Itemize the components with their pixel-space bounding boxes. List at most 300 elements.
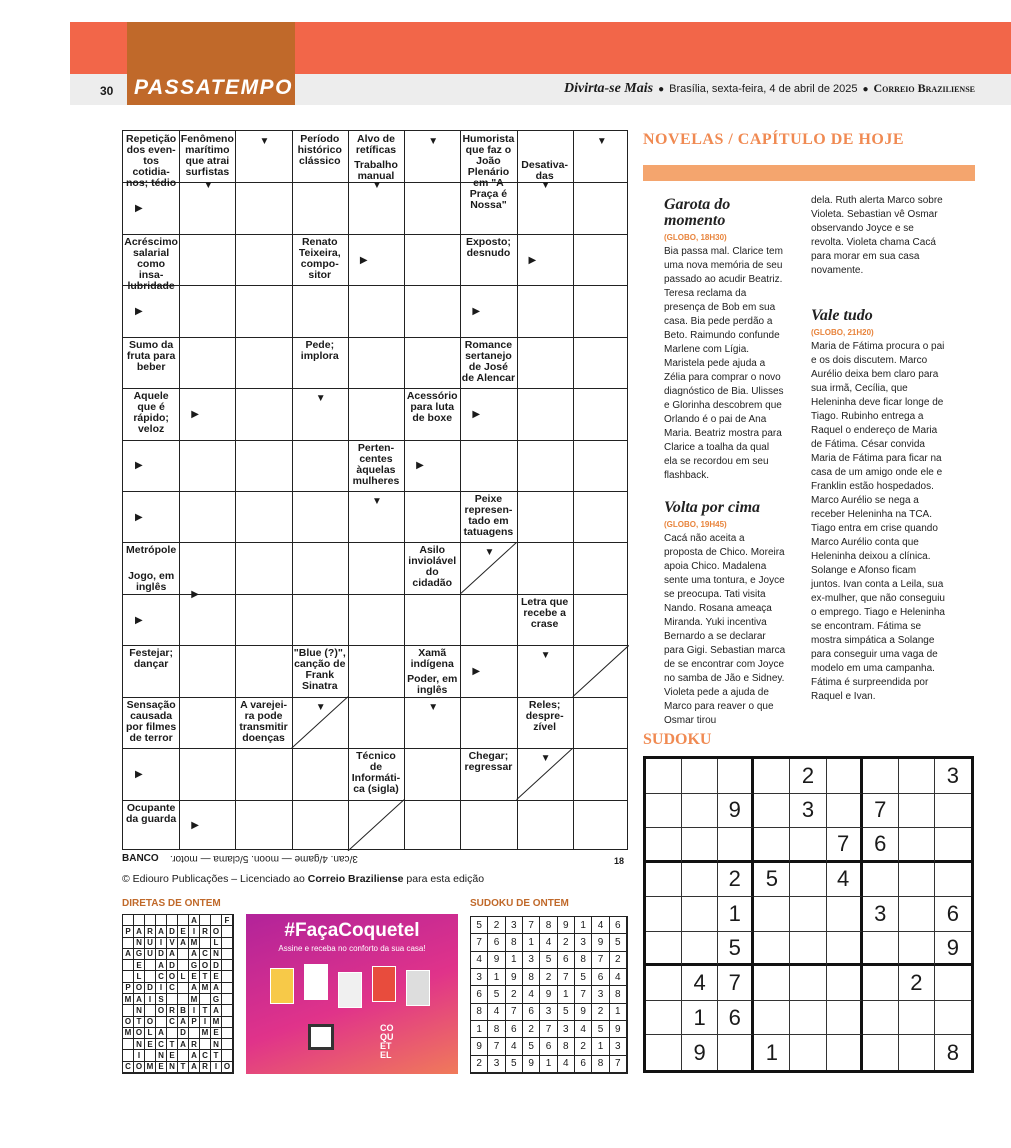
- sudoku-cell[interactable]: [718, 759, 754, 794]
- diretas-cell: [156, 915, 167, 926]
- sudoku-ontem-cell: 6: [506, 1021, 523, 1038]
- sudoku-cell[interactable]: [682, 759, 718, 794]
- diretas-cell: [178, 949, 189, 960]
- arrow-right-icon: ▶: [135, 306, 143, 317]
- credit-line: [122, 873, 484, 885]
- sudoku-cell[interactable]: 4: [682, 966, 718, 1001]
- sudoku-cell[interactable]: [827, 966, 863, 1001]
- sudoku-cell[interactable]: 5: [754, 863, 790, 898]
- sudoku-cell[interactable]: [646, 759, 682, 794]
- credit-paper: Correio Braziliense: [307, 873, 404, 885]
- diretas-cell: [178, 960, 189, 971]
- sudoku-ontem-cell: 6: [523, 1004, 540, 1021]
- diretas-cell: G: [189, 960, 200, 971]
- diretas-cell: A: [189, 949, 200, 960]
- diretas-cell: [145, 915, 156, 926]
- diretas-cell: [178, 994, 189, 1005]
- diretas-cell: A: [156, 1028, 167, 1039]
- novela-channel: (GLOBO, 18H30): [664, 233, 727, 242]
- sudoku-ontem-grid: [470, 916, 628, 1074]
- crossword-clue: Xamã indígena: [410, 647, 454, 671]
- diretas-cell: O: [211, 926, 222, 937]
- diretas-cell: [123, 1039, 134, 1050]
- diretas-cell: C: [156, 1039, 167, 1050]
- diretas-cell: A: [167, 949, 178, 960]
- diagonal-line: [292, 697, 348, 748]
- crossword-clue: Poder, em inglês: [407, 673, 458, 696]
- crossword-grid: [122, 130, 628, 850]
- sudoku-cell[interactable]: [863, 1035, 899, 1070]
- arrow-right-icon: ▶: [416, 460, 424, 472]
- diretas-cell: A: [189, 1050, 200, 1061]
- arrow-right-icon: ▶: [191, 820, 199, 832]
- diretas-cell: P: [123, 983, 134, 994]
- sudoku-cell[interactable]: [790, 932, 826, 967]
- sudoku-cell[interactable]: 3: [863, 897, 899, 932]
- arrow-right-icon: ▶: [472, 408, 481, 420]
- crossword-clue: Perten-centes àquelas mulheres: [352, 441, 400, 487]
- diretas-cell: [222, 983, 233, 994]
- bullet-icon: ●: [862, 84, 869, 95]
- sudoku-cell[interactable]: 3: [935, 759, 971, 794]
- diretas-cell: N: [211, 1039, 222, 1050]
- diretas-cell: [167, 994, 178, 1005]
- diagonal-line: [517, 748, 573, 799]
- diretas-cell: A: [211, 1005, 222, 1016]
- arrow-down-icon: ▼: [428, 136, 439, 147]
- sudoku-cell[interactable]: [827, 897, 863, 932]
- sudoku-cell[interactable]: [827, 1001, 863, 1036]
- sudoku-ontem-cell: 1: [506, 952, 523, 969]
- diretas-cell: [167, 915, 178, 926]
- diretas-cell: E: [134, 960, 145, 971]
- diretas-cell: D: [145, 983, 156, 994]
- sudoku-cell[interactable]: [682, 863, 718, 898]
- diretas-cell: O: [145, 1017, 156, 1028]
- sudoku-ontem-cell: 2: [471, 1056, 488, 1073]
- diretas-cell: B: [178, 1005, 189, 1016]
- diretas-cell: E: [211, 1028, 222, 1039]
- crossword-clue: Fenômeno marítimo que atrai surfistas: [180, 133, 234, 178]
- sudoku-ontem-cell: 4: [523, 986, 540, 1003]
- banco-text: 3/can. 4/game — moon. 5/clama — motor.: [170, 853, 358, 864]
- diretas-cell: [200, 915, 211, 926]
- diretas-cell: M: [200, 1028, 211, 1039]
- diretas-cell: [167, 1028, 178, 1039]
- sudoku-ontem-cell: 9: [471, 1038, 488, 1055]
- crossword-clue: Pede; implora: [300, 338, 339, 362]
- diretas-cell: I: [145, 994, 156, 1005]
- sudoku-cell[interactable]: 1: [682, 1001, 718, 1036]
- sudoku-cell[interactable]: [863, 932, 899, 967]
- diretas-cell: [222, 1050, 233, 1061]
- diretas-title: DIRETAS DE ONTEM: [122, 898, 221, 909]
- sudoku-cell[interactable]: [827, 759, 863, 794]
- diretas-cell: G: [134, 949, 145, 960]
- novelas-bar: [643, 165, 975, 181]
- diretas-cell: N: [156, 1050, 167, 1061]
- diretas-cell: A: [189, 1062, 200, 1073]
- sudoku-ontem-cell: 1: [540, 1056, 557, 1073]
- arrow-right-icon: ▶: [135, 768, 143, 780]
- diretas-cell: R: [200, 1062, 211, 1073]
- sudoku-ontem-cell: 6: [540, 1038, 557, 1055]
- sudoku-cell[interactable]: [827, 932, 863, 967]
- crossword-clue: Sensação causada por filmes de terror: [126, 698, 177, 744]
- sudoku-cell[interactable]: 2: [899, 966, 935, 1001]
- crossword-clue: Romance sertanejo de José de Alencar: [461, 338, 516, 384]
- novela-vale: [811, 308, 947, 704]
- diretas-cell: E: [178, 926, 189, 937]
- sudoku-cell[interactable]: [935, 966, 971, 1001]
- sudoku-ontem-cell: 6: [558, 952, 575, 969]
- diretas-cell: [123, 915, 134, 926]
- sudoku-cell[interactable]: 7: [827, 828, 863, 863]
- ad-subtitle: Assine e receba no conforto da sua casa!: [278, 944, 426, 953]
- diretas-cell: E: [167, 1050, 178, 1061]
- diretas-cell: [178, 915, 189, 926]
- sudoku-cell[interactable]: [935, 1001, 971, 1036]
- diretas-cell: C: [200, 1050, 211, 1061]
- sudoku-cell[interactable]: [754, 966, 790, 1001]
- sudoku-ontem-cell: 8: [540, 917, 557, 934]
- crossword-clue: Asilo inviolável do cidadão: [408, 544, 457, 590]
- sudoku-cell[interactable]: [754, 932, 790, 967]
- diretas-cell: O: [156, 1005, 167, 1016]
- sudoku-cell[interactable]: 1: [754, 1035, 790, 1070]
- sudoku-ontem-cell: 3: [506, 917, 523, 934]
- sudoku-ontem-cell: 7: [488, 1038, 505, 1055]
- diretas-cell: [123, 938, 134, 949]
- diretas-cell: A: [156, 926, 167, 937]
- crossword-clue: Letra que recebe a crase: [521, 595, 569, 630]
- sudoku-cell[interactable]: [646, 1035, 682, 1070]
- sudoku-cell[interactable]: 6: [718, 1001, 754, 1036]
- diretas-cell: N: [134, 1005, 145, 1016]
- sudoku-ontem-cell: 2: [488, 917, 505, 934]
- sudoku-ontem-cell: 4: [610, 969, 627, 986]
- arrow-down-icon: ▼: [540, 753, 551, 765]
- sudoku-ontem-cell: 3: [575, 934, 592, 951]
- crossword-clue: Festejar; dançar: [129, 647, 173, 671]
- sudoku-cell[interactable]: 1: [718, 897, 754, 932]
- crossword-clue: Exposto; desnudo: [465, 235, 511, 259]
- diretas-cell: T: [167, 1039, 178, 1050]
- diretas-cell: T: [134, 1017, 145, 1028]
- diretas-cell: [222, 971, 233, 982]
- sudoku-ontem-cell: 9: [592, 934, 609, 951]
- crossword-clue: Peixe represen-tado em tatuagens: [463, 493, 514, 538]
- sudoku-cell[interactable]: 7: [863, 794, 899, 829]
- arrow-right-icon: ▶: [135, 203, 143, 215]
- sudoku-cell[interactable]: 4: [827, 863, 863, 898]
- diretas-cell: C: [200, 949, 211, 960]
- sudoku-cell[interactable]: [790, 1035, 826, 1070]
- sudoku-cell[interactable]: [827, 794, 863, 829]
- book-icon: [406, 970, 430, 1006]
- bullet-icon: ●: [658, 84, 665, 95]
- diretas-cell: O: [200, 960, 211, 971]
- paper-name: Correio Braziliense: [873, 81, 975, 95]
- sudoku-cell[interactable]: 6: [863, 828, 899, 863]
- sudoku-ontem-cell: 7: [592, 952, 609, 969]
- sudoku-cell[interactable]: [646, 932, 682, 967]
- novela-text: dela. Ruth alerta Marco sobre Violeta. Sebastian vê Osmar observando Joyce e se revolta. Violeta chama Cacá para morar em sua casa novamente.: [811, 195, 943, 276]
- arrow-down-icon: ▼: [428, 701, 439, 713]
- diretas-cell: T: [211, 1050, 222, 1061]
- sudoku-cell[interactable]: [899, 1001, 935, 1036]
- diretas-cell: C: [167, 1017, 178, 1028]
- sudoku-ontem-cell: 6: [592, 969, 609, 986]
- sudoku-ontem-cell: 5: [471, 917, 488, 934]
- diretas-cell: [178, 983, 189, 994]
- sudoku-cell[interactable]: 8: [946, 1039, 960, 1065]
- sudoku-ontem-cell: 2: [506, 986, 523, 1003]
- sudoku-ontem-cell: 2: [540, 969, 557, 986]
- sudoku-ontem-cell: 1: [523, 934, 540, 951]
- sudoku-cell[interactable]: [899, 897, 935, 932]
- diretas-cell: R: [145, 926, 156, 937]
- qr-code-icon[interactable]: [308, 1024, 334, 1050]
- sudoku-ontem-cell: 7: [558, 969, 575, 986]
- sudoku-cell[interactable]: [754, 828, 790, 863]
- sudoku-cell[interactable]: [682, 794, 718, 829]
- diretas-cell: N: [211, 949, 222, 960]
- sudoku-cell[interactable]: [718, 1035, 754, 1070]
- sudoku-ontem-cell: 6: [471, 986, 488, 1003]
- page-number: 30: [100, 84, 114, 98]
- sudoku-cell[interactable]: 5: [718, 932, 754, 967]
- sudoku-ontem-cell: 5: [610, 934, 627, 951]
- diretas-cell: [189, 1028, 200, 1039]
- sudoku-cell[interactable]: [646, 828, 682, 863]
- sudoku-ontem-cell: 5: [558, 1004, 575, 1021]
- sudoku-cell[interactable]: [899, 828, 935, 863]
- diretas-cell: [145, 971, 156, 982]
- sudoku-cell[interactable]: 2: [790, 759, 826, 794]
- sudoku-ontem-cell: 1: [575, 917, 592, 934]
- sudoku-ontem-cell: 8: [592, 1056, 609, 1073]
- ad-brand: COQUETEL: [380, 1023, 394, 1060]
- diretas-cell: M: [123, 994, 134, 1005]
- arrow-right-icon: ▶: [135, 614, 143, 626]
- sudoku-cell[interactable]: [827, 1035, 863, 1070]
- sudoku-ontem-cell: 9: [523, 1056, 540, 1073]
- diretas-cell: M: [211, 1017, 222, 1028]
- sudoku-cell[interactable]: [646, 863, 682, 898]
- sudoku-cell[interactable]: [718, 828, 754, 863]
- sudoku-cell[interactable]: [754, 897, 790, 932]
- crossword-clue: Aquele que é rápido; veloz: [133, 390, 169, 436]
- sudoku-cell[interactable]: [646, 897, 682, 932]
- sudoku-cell[interactable]: [646, 794, 682, 829]
- diretas-cell: A: [156, 960, 167, 971]
- sudoku-cell[interactable]: 7: [718, 966, 754, 1001]
- ad-title: #FaçaCoquetel: [284, 920, 420, 941]
- sudoku-cell[interactable]: [682, 897, 718, 932]
- sudoku-ontem-cell: 3: [592, 986, 609, 1003]
- diretas-cell: A: [178, 938, 189, 949]
- sudoku-cell[interactable]: [899, 759, 935, 794]
- sudoku-cell[interactable]: [646, 1001, 682, 1036]
- arrow-down-icon: ▼: [484, 547, 495, 559]
- sudoku-ontem-cell: 1: [592, 1038, 609, 1055]
- diretas-cell: [123, 1050, 134, 1061]
- diretas-cell: L: [178, 971, 189, 982]
- sudoku-cell[interactable]: 9: [935, 932, 971, 967]
- sudoku-ontem-cell: 8: [488, 1021, 505, 1038]
- sudoku-cell[interactable]: [899, 863, 935, 898]
- arrow-right-icon: ▶: [135, 511, 143, 523]
- crossword-clue: Alvo de retíficas: [355, 133, 397, 156]
- diretas-cell: A: [189, 915, 200, 926]
- sudoku-ontem-cell: 4: [506, 1038, 523, 1055]
- sudoku-cell[interactable]: [935, 828, 971, 863]
- sudoku-ontem-cell: 1: [610, 1004, 627, 1021]
- diretas-cell: [123, 960, 134, 971]
- novela-volta-continued: [811, 194, 947, 278]
- sudoku-ontem-cell: 7: [610, 1056, 627, 1073]
- sudoku-ontem-cell: 1: [558, 986, 575, 1003]
- sudoku-cell[interactable]: [646, 966, 682, 1001]
- crossword-clue: Humorista que faz o João Plenário em "A Praça é Nossa": [462, 133, 515, 211]
- arrow-right-icon: ▶: [472, 306, 481, 317]
- sudoku-cell[interactable]: [790, 863, 826, 898]
- sudoku-ontem-cell: 4: [488, 1004, 505, 1021]
- diretas-cell: C: [123, 1062, 134, 1073]
- sudoku-cell[interactable]: [682, 932, 718, 967]
- diretas-cell: N: [134, 938, 145, 949]
- diretas-cell: M: [145, 1062, 156, 1073]
- diretas-cell: O: [167, 971, 178, 982]
- diretas-cell: E: [211, 971, 222, 982]
- arrow-right-icon: ▶: [191, 588, 199, 600]
- sudoku-ontem-cell: 7: [523, 917, 540, 934]
- novela-volta: [664, 500, 786, 728]
- sudoku-cell[interactable]: [754, 759, 790, 794]
- diretas-cell: [222, 960, 233, 971]
- section-title: PASSATEMPO: [134, 76, 293, 99]
- novela-name: Garota do momento: [664, 196, 731, 229]
- sudoku-cell[interactable]: [863, 863, 899, 898]
- sudoku-title: SUDOKU: [643, 731, 712, 748]
- diretas-cell: T: [200, 971, 211, 982]
- sudoku-cell[interactable]: [863, 1001, 899, 1036]
- crossword-clue: Reles; despre-zível: [525, 698, 564, 733]
- diretas-cell: O: [222, 1062, 233, 1073]
- sudoku-ontem-cell: 8: [471, 1004, 488, 1021]
- sudoku-cell[interactable]: [790, 828, 826, 863]
- sudoku-cell[interactable]: [790, 897, 826, 932]
- book-icon: [338, 972, 362, 1008]
- sudoku-cell[interactable]: [899, 1035, 935, 1070]
- sudoku-cell[interactable]: [899, 932, 935, 967]
- diretas-cell: [145, 1005, 156, 1016]
- sudoku-ontem-cell: 2: [592, 1004, 609, 1021]
- novela-name: Vale tudo: [811, 307, 873, 324]
- sudoku-ontem-cell: 1: [471, 1021, 488, 1038]
- sudoku-cell[interactable]: 9: [718, 794, 754, 829]
- sudoku-cell[interactable]: [682, 828, 718, 863]
- sudoku-cell[interactable]: 3: [790, 794, 826, 829]
- diretas-cell: U: [145, 938, 156, 949]
- diretas-cell: [134, 915, 145, 926]
- diretas-cell: [123, 1005, 134, 1016]
- crossword-clue: "Blue (?)", canção de Frank Sinatra: [293, 647, 346, 693]
- sudoku-ontem-cell: 7: [471, 934, 488, 951]
- diretas-cell: A: [134, 994, 145, 1005]
- novelas-title: NOVELAS / CAPÍTULO DE HOJE: [643, 131, 905, 148]
- sudoku-cell[interactable]: 2: [718, 863, 754, 898]
- diretas-cell: A: [178, 1039, 189, 1050]
- sudoku-ontem-cell: 6: [610, 917, 627, 934]
- diretas-cell: T: [200, 1005, 211, 1016]
- sudoku-cell[interactable]: [754, 794, 790, 829]
- crossword-clue: Desativa-das: [521, 158, 568, 182]
- sudoku-cell[interactable]: [863, 759, 899, 794]
- arrow-down-icon: ▼: [315, 393, 326, 405]
- diretas-cell: P: [123, 926, 134, 937]
- credit-prefix: © Ediouro Publicações – Licenciado ao: [122, 873, 308, 885]
- diagonal-splits: [123, 131, 629, 851]
- sudoku-cell[interactable]: [790, 966, 826, 1001]
- sudoku-cell[interactable]: [935, 794, 971, 829]
- diretas-cell: [222, 1005, 233, 1016]
- book-icon: [270, 968, 294, 1004]
- sudoku-grid[interactable]: [643, 756, 974, 1073]
- sudoku-cell[interactable]: [754, 1001, 790, 1036]
- novela-channel: (GLOBO, 19H45): [664, 520, 727, 529]
- sudoku-ontem-cell: 4: [540, 934, 557, 951]
- diretas-cell: [156, 1017, 167, 1028]
- diretas-cell: [200, 994, 211, 1005]
- sudoku-cell[interactable]: [863, 966, 899, 1001]
- sudoku-ontem-cell: 4: [471, 952, 488, 969]
- diretas-cell: D: [167, 960, 178, 971]
- sudoku-cell[interactable]: 9: [682, 1035, 718, 1070]
- sudoku-ontem-cell: 5: [488, 986, 505, 1003]
- sudoku-ontem-cell: 2: [575, 1038, 592, 1055]
- sudoku-ontem-cell: 3: [523, 952, 540, 969]
- sudoku-ontem-cell: 9: [506, 969, 523, 986]
- crossword-clue: Acessório para luta de boxe: [406, 390, 458, 425]
- puzzle-number: 18: [614, 856, 625, 866]
- sudoku-ontem-cell: 8: [506, 934, 523, 951]
- crossword-clue: Renato Teixeira, compo-sitor: [298, 235, 341, 281]
- diretas-cell: L: [211, 938, 222, 949]
- arrow-down-icon: ▼: [203, 179, 214, 191]
- diretas-cell: [200, 938, 211, 949]
- diretas-cell: A: [134, 926, 145, 937]
- diretas-cell: [222, 994, 233, 1005]
- diretas-cell: M: [189, 994, 200, 1005]
- diretas-cell: M: [123, 1028, 134, 1039]
- diretas-cell: I: [189, 1005, 200, 1016]
- arrow-down-icon: ▼: [540, 650, 551, 662]
- arrow-down-icon: ▼: [315, 701, 326, 713]
- sudoku-cell[interactable]: 6: [935, 897, 971, 932]
- diagonal-line: [573, 645, 629, 696]
- sudoku-ontem-cell: 4: [575, 1021, 592, 1038]
- sudoku-cell[interactable]: [935, 863, 971, 898]
- sudoku-ontem-cell: 3: [471, 969, 488, 986]
- diretas-cell: [222, 1028, 233, 1039]
- diretas-cell: I: [200, 1017, 211, 1028]
- sudoku-cell[interactable]: [899, 794, 935, 829]
- sudoku-cell[interactable]: [790, 1001, 826, 1036]
- diretas-cell: I: [211, 1062, 222, 1073]
- arrow-right-icon: ▶: [191, 408, 199, 420]
